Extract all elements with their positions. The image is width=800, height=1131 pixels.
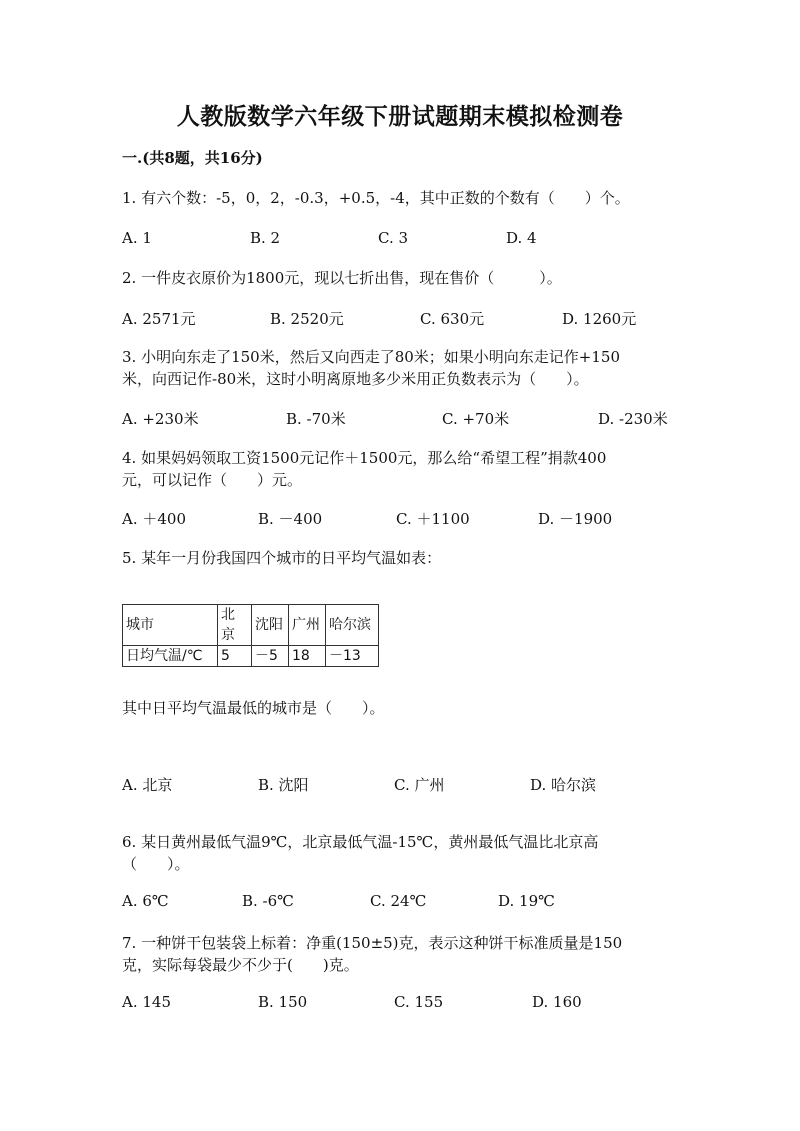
question-2-text: 2. 一件皮衣原价为1800元，现以七折出售，现在售价（ ）。: [122, 269, 562, 287]
table-row: [123, 646, 379, 667]
q7-option-b: B. 150: [258, 993, 308, 1011]
q1-option-d: D. 4: [506, 229, 537, 247]
table-cell: 广州: [289, 605, 326, 646]
q5-option-d: D. 哈尔滨: [530, 776, 597, 794]
table-cell: －13: [326, 646, 379, 667]
q2-option-a: A. 2571元: [122, 310, 196, 328]
q2-option-b: B. 2520元: [270, 310, 344, 328]
q5-option-b: B. 沈阳: [258, 776, 309, 794]
q6-option-b: B. -6℃: [242, 892, 294, 910]
q6-option-a: A. 6℃: [122, 892, 169, 910]
question-6-line-1: 6. 某日黄州最低气温9℃，北京最低气温-15℃，黄州最低气温比北京高: [122, 833, 599, 851]
question-4-line-1: 4. 如果妈妈领取工资1500元记作＋1500元，那么给“希望工程”捐款400: [122, 449, 607, 467]
table-cell: 日均气温/℃: [123, 646, 218, 667]
question-7-line-2: 克，实际每袋最少不少于( )克。: [122, 956, 359, 974]
q4-option-a: A. ＋400: [122, 510, 186, 528]
q2-option-c: C. 630元: [420, 310, 485, 328]
q6-option-d: D. 19℃: [498, 892, 555, 910]
q5-option-c: C. 广州: [394, 776, 445, 794]
q3-option-d: D. -230米: [598, 410, 668, 428]
table-header-row: [123, 605, 379, 646]
q3-option-a: A. +230米: [122, 410, 199, 428]
q3-option-b: B. -70米: [286, 410, 346, 428]
section-heading: 一.(共8题，共16分): [122, 149, 263, 167]
page-title: 人教版数学六年级下册试题期末模拟检测卷: [176, 103, 624, 130]
question-4-line-2: 元，可以记作（ ）元。: [122, 471, 303, 489]
question-1-text: 1. 有六个数：-5，0，2，-0.3，+0.5，-4，其中正数的个数有（ ）个。: [122, 189, 630, 207]
q1-option-a: A. 1: [122, 229, 152, 247]
q4-option-b: B. －400: [258, 510, 323, 528]
question-5-text: 5. 某年一月份我国四个城市的日平均气温如表：: [122, 549, 442, 567]
q4-option-c: C. ＋1100: [396, 510, 470, 528]
question-6-line-2: （ ）。: [122, 855, 190, 873]
q1-option-c: C. 3: [378, 229, 409, 247]
table-cell: 城市: [123, 605, 218, 646]
table-cell: 北京: [218, 605, 252, 646]
table-cell: 5: [218, 646, 252, 667]
table-cell: 18: [289, 646, 326, 667]
q4-option-d: D. －1900: [538, 510, 613, 528]
table-cell: 哈尔滨: [326, 605, 379, 646]
q7-option-d: D. 160: [532, 993, 582, 1011]
temperature-table: [122, 604, 379, 667]
q1-option-b: B. 2: [250, 229, 281, 247]
question-3-line-1: 3. 小明向东走了150米，然后又向西走了80米；如果小明向东走记作+150: [122, 348, 620, 366]
q6-option-c: C. 24℃: [370, 892, 427, 910]
q7-option-a: A. 145: [122, 993, 171, 1011]
q2-option-d: D. 1260元: [562, 310, 637, 328]
question-3-line-2: 米，向西记作-80米，这时小明离原地多少米用正负数表示为（ ）。: [122, 370, 589, 388]
q5-option-a: A. 北京: [122, 776, 173, 794]
q7-option-c: C. 155: [394, 993, 444, 1011]
question-7-line-1: 7. 一种饼干包装袋上标着：净重(150±5)克，表示这种饼干标准质量是150: [122, 934, 623, 952]
q3-option-c: C. +70米: [442, 410, 510, 428]
table-cell: 沈阳: [252, 605, 289, 646]
table-cell: －5: [252, 646, 289, 667]
question-5-followup: 其中日平均气温最低的城市是（ ）。: [122, 699, 385, 717]
